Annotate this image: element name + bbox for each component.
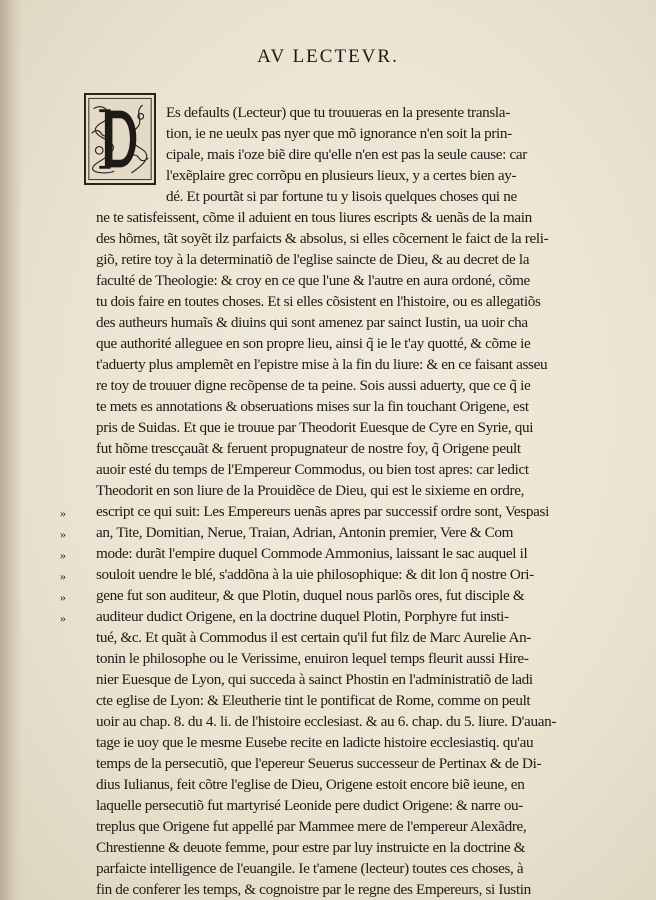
text-line: escript ce qui suit: Les Empereurs uenãs apres par successif ordre sont, Vespasi: [96, 503, 549, 520]
text-line: nier Euesque de Lyon, qui succeda à sainct Phostin en l'administratiõ de ladi: [96, 671, 533, 688]
text-line: des autheurs humaĩs & diuins qui sont amenez par sainct Iustin, ua uoir cha: [96, 314, 528, 331]
text-line: Theodorit en son liure de la Prouidẽce de Dieu, qui est le sixieme en ordre,: [96, 482, 525, 499]
text-line: parfaicte intelligence de l'euangile. Ie t'amene (lecteur) toutes ces choses, à: [96, 860, 524, 877]
text-line: cte eglise de Lyon: & Eleutherie tint le pontificat de Rome, comme on peult: [96, 692, 531, 709]
page-title: AV LECTEVR.: [257, 46, 399, 67]
text-line: uoir au chap. 8. du 4. li. de l'histoire ecclesiast. & au 6. chap. du 5. liure. D'auan-: [96, 713, 557, 730]
text-line: Chrestienne & deuote femme, pour estre par luy instruicte en la doctrine &: [96, 839, 526, 856]
text-line: pris de Suidas. Et que ie trouue par Theodorit Euesque de Cyre en Syrie, qui: [96, 419, 534, 436]
text-line: an, Tite, Domitian, Nerue, Traian, Adrian, Antonin premier, Vere & Com: [96, 524, 514, 541]
text-line: te mets es annotations & obseruations mises sur la fin touchant Origene, est: [96, 398, 529, 415]
text-line: des hõmes, tãt soyẽt ilz parfaicts & absolus, si elles cõcernent le faict de la reli-: [96, 230, 549, 247]
text-line: dé. Et pourtãt si par fortune tu y lisois quelques choses qui ne: [166, 188, 517, 205]
text-line: l'exẽplaire grec corrõpu en plusieurs lieux, y a certes bien ay-: [166, 167, 517, 184]
text-line: faculté de Theologie: & croy en ce que l'une & l'autre en aura ordoné, cõme: [96, 272, 530, 289]
text-line: tage ie uoy que le mesme Eusebe recite en ladicte histoire ecclesiastiq. qu'au: [96, 734, 534, 751]
margin-quote-mark: »: [60, 569, 66, 583]
margin-quote-mark: »: [60, 548, 66, 562]
text-line: souloit uendre le blé, s'addõna à la uie philosophique: & dit lon q̃ nostre Ori-: [96, 566, 534, 583]
text-line: mode: durãt l'empire duquel Commode Ammonius, laissant le sac auquel il: [96, 545, 528, 562]
text-line: auoir esté du temps de l'Empereur Commodus, ou bien tost apres: car ledict: [96, 461, 529, 478]
text-line: fin de conferer les temps, & cognoistre par le regne des Empereurs, si Iustin: [96, 881, 531, 898]
text-line: laquelle persecutiõ fut martyrisé Leonide pere dudict Origene: & narre ou-: [96, 797, 524, 814]
text-line: giõ, retire toy à la determinatiõ de l'eglise saincte de Dieu, & au decret de la: [96, 251, 530, 268]
margin-quote-mark: »: [60, 527, 66, 541]
margin-quote-mark: »: [60, 506, 66, 520]
margin-quote-mark: »: [60, 611, 66, 625]
text-line: tué, &c. Et quãt à Commodus il est certain qu'il fut filz de Marc Aurelie An-: [96, 629, 532, 646]
text-line: treplus que Origene fut appellé par Mammee mere de l'empereur Alexãdre,: [96, 818, 527, 835]
text-line: tu dois faire en toutes choses. Et si elles cõsistent en l'histoire, ou es allegatiõs: [96, 293, 541, 310]
text-line: tion, ie ne ueulx pas nyer que mõ ignorance n'en soit la prin-: [166, 125, 512, 142]
text-line: ne te satisfeissent, cõme il aduient en tous liures escripts & uenãs de la main: [96, 209, 532, 226]
text-line: cipale, mais i'oze biẽ dire qu'elle n'en est pas la seule cause: car: [166, 146, 527, 163]
text-line: Es defaults (Lecteur) que tu trouueras en la presente transla-: [166, 104, 510, 121]
text-line: que authorité alleguee en son propre lieu, ainsi q̃ ie le t'ay quotté, & cõme ie: [96, 335, 531, 352]
text-line: tonin le philosophe ou le Verissime, enuiron lequel temps fleurit aussi Hire-: [96, 650, 529, 667]
text-line: auditeur dudict Origene, en la doctrine duquel Plotin, Porphyre fut insti-: [96, 608, 509, 625]
text-line: temps de la persecutiõ, que l'epereur Seuerus successeur de Pertinax & de Di-: [96, 755, 542, 772]
text-line: fut hõme trescçauãt & feruent propugnateur de nostre foy, q̃ Origene peult: [96, 440, 521, 457]
text-line: gene fut son auditeur, & que Plotin, duquel nous parlõs ores, fut disciple &: [96, 587, 525, 604]
text-line: re toy de trouuer digne recõpense de ta peine. Sois aussi aduerty, que ce q̃ ie: [96, 377, 531, 394]
text-line: t'aduerty plus amplemẽt en l'epistre mise à la fin du liure: & en ce faisant asseu: [96, 356, 548, 373]
margin-quote-mark: »: [60, 590, 66, 604]
text-line: dius Iulianus, feit cõtre l'eglise de Dieu, Origene estoit encore biẽ ieune, en: [96, 776, 525, 793]
